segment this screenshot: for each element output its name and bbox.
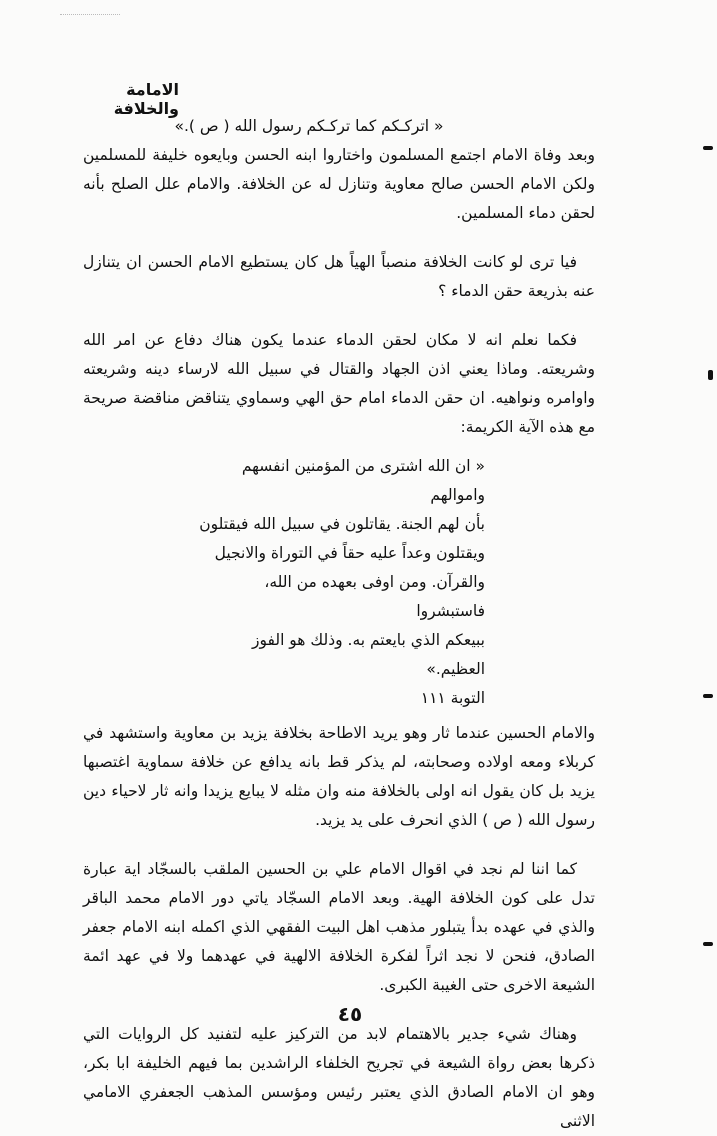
verse-line: والقرآن. ومن اوفى بعهده من الله، فاستبشروا (264, 573, 485, 620)
paragraph: وهناك شيء جدير بالاهتمام لابد من التركيز عليه لتفنيد كل الروايات التي ذكرها بعض رواة الشيعة في تجريح الخلفاء الراشدين بما فيهم الخليفة ابا بكر، وهو ان الامام الصادق الذي يعتبر رئيس ومؤسس المذهب الجعفري الامامي الاثنى (83, 1025, 595, 1130)
paragraph: فيا ترى لو كانت الخلافة منصباً الهياً هل كان يستطيع الامام الحسن ان يتنازل عنه بذريعة حقن الدماء ؟ (83, 253, 595, 300)
margin-mark (708, 370, 713, 380)
page-number: ٤٥ (337, 1002, 363, 1026)
verse-line: بأن لهم الجنة. يقاتلون في سبيل الله فيقتلون (199, 515, 485, 533)
quran-verse (195, 452, 485, 713)
paragraph: فكما نعلم انه لا مكان لحقن الدماء عندما يكون هناك دفاع عن امر الله وشريعته. وماذا يعني اذن الجهاد والقتال في سبيل الله لارساء دينه وشريعته واوامره ونواهيه. ان حقن الدماء امام حق الهي وسماوي يتناقض مناقضة صريحة مع هذه الآية الكريمة: (83, 331, 595, 436)
scan-noise (60, 14, 120, 17)
running-header: الامامة والخلافة (113, 80, 179, 118)
paragraph: كما اننا لم نجد في اقوال الامام علي بن الحسين الملقب بالسجّاد اية عبارة تدل على كون الخلافة الهية. وبعد الامام السجّاد ياتي دور الامام محمد الباقر والذي في عهده بدأ يتبلور مذهب اهل البيت الفقهي الذي اكمله ابنه الامام جعفر الصادق، فنحن لا نجد اثراً لفكرة الخلافة الالهية في عهدهما ولا في عهد ائمة الشيعة الاخرى حتى الغيبة الكبرى. (83, 860, 595, 994)
margin-mark (703, 694, 713, 698)
margin-mark (703, 146, 713, 150)
hadith-quote-end: « اتركـكم كما تركـكم رسول الله ( ص ).» (174, 117, 444, 135)
margin-mark (703, 942, 713, 946)
verse-line: ببيعكم الذي بايعتم به. وذلك هو الفوز العظيم.» (252, 631, 485, 678)
page-body (83, 112, 595, 1136)
paragraph: وبعد وفاة الامام اجتمع المسلمون واختاروا ابنه الحسن وبايعوه خليفة للمسلمين ولكن الامام الحسن صالح معاوية وتنازل له عن الخلافة. والامام علل الصلح بأنه لحقن دماء المسلمين. (83, 146, 595, 222)
verse-reference: التوبة ١١١ (420, 689, 485, 707)
verse-line: ويقتلون وعداً عليه حقاً في التوراة والانجيل (214, 544, 485, 562)
paragraph: والامام الحسين عندما ثار وهو يريد الاطاحة بخلافة يزيد بن معاوية واستشهد في كربلاء ومعه اولاده وصحابته، لم يذكر قط بانه يدافع عن خلافة سماوية اغتصبها يزيد بل كان يقول انه اولى بالخلافة منه وان مثله لا يبايع يزيدا وانه ثار لاحياء دين رسول الله ( ص ) الذي انحرف على يد يزيد. (83, 724, 595, 829)
verse-line: « ان الله اشترى من المؤمنين انفسهم واموالهم (241, 457, 485, 504)
